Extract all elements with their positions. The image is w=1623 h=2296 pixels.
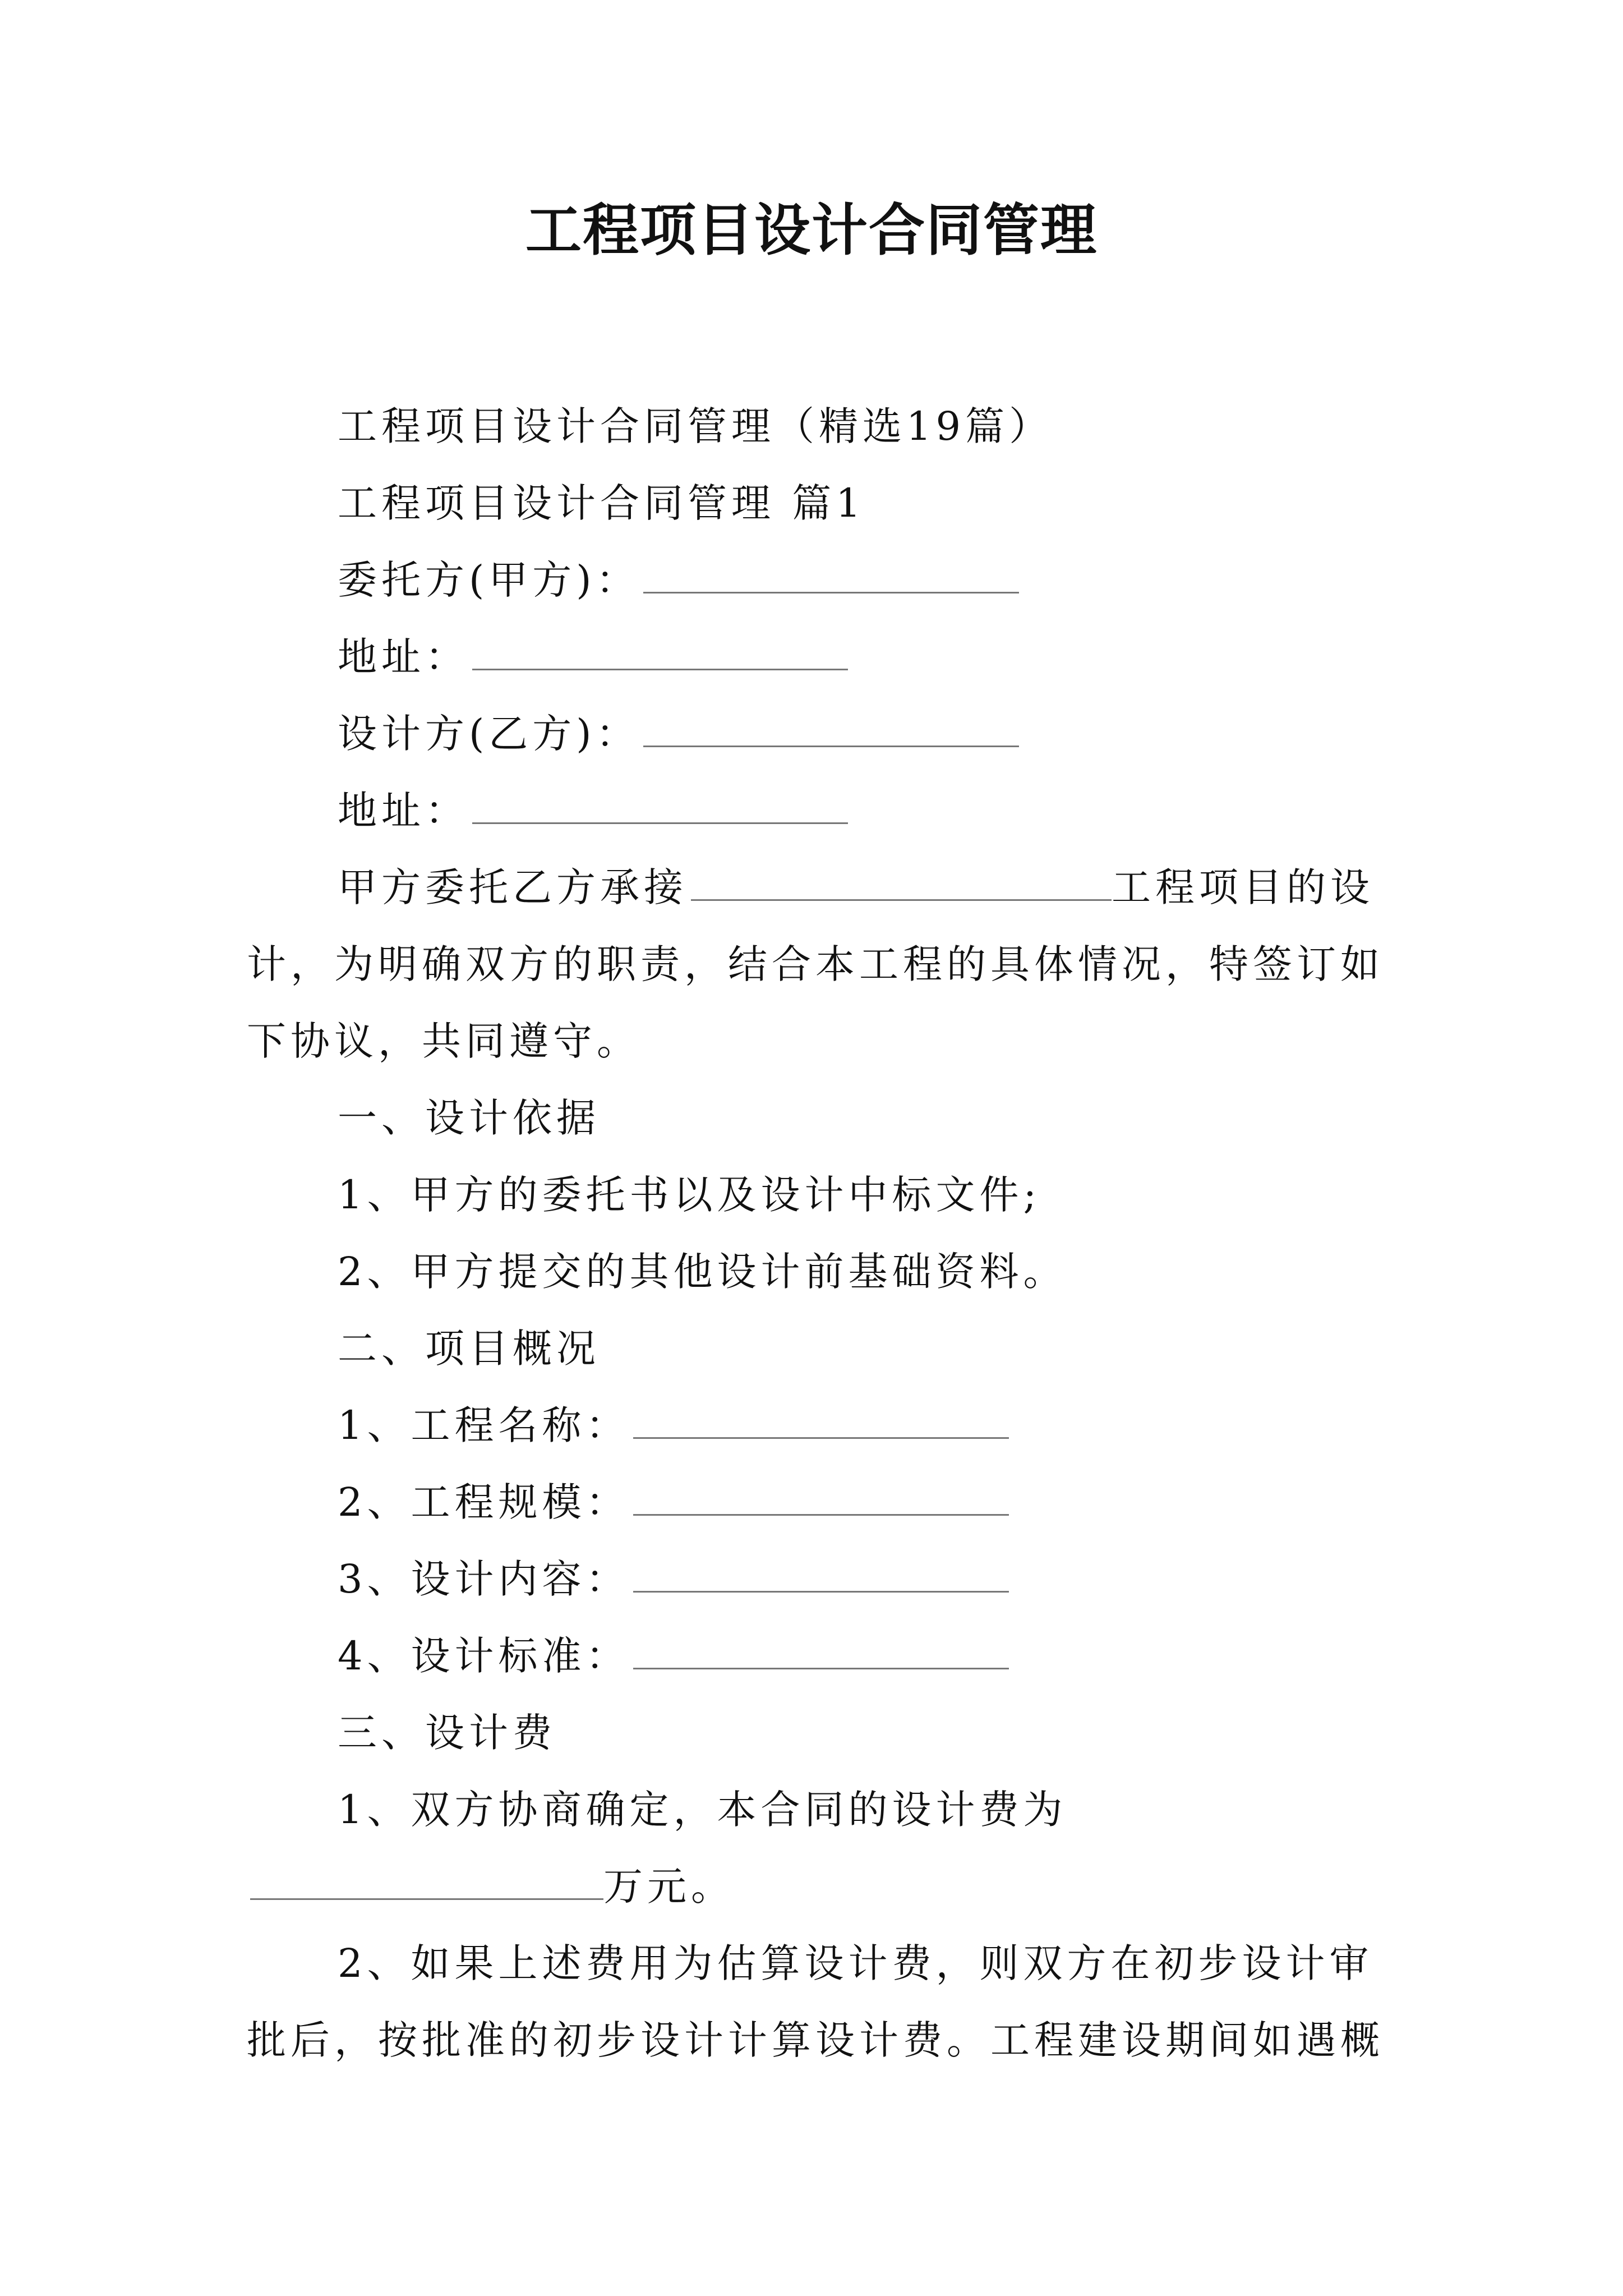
fee-heading: 三、设计费	[338, 1710, 556, 1756]
client-address-line	[247, 619, 1385, 696]
overview-item-2-blank	[633, 1487, 1009, 1516]
client-label: 委托方(甲方)：	[338, 557, 640, 603]
intro-after: 工程项目的设计，为明确双方的职责，结合本工程的具体情况，特签订如下协议，共同遵守。	[247, 864, 1384, 1064]
section-heading: 工程项目设计合同管理 篇1	[338, 480, 865, 526]
fee-amount-blank	[250, 1871, 603, 1900]
project-name-blank	[691, 872, 1112, 901]
fee-item-1-before: 1、双方协商确定，本合同的设计费为	[338, 1787, 1067, 1833]
basis-item-1: 1、甲方的委托书以及设计中标文件;	[338, 1172, 1041, 1218]
overview-item-3	[247, 1541, 1385, 1618]
overview-item-2	[247, 1464, 1385, 1541]
overview-item-1-label: 1、工程名称：	[338, 1402, 630, 1448]
overview-item-4-label: 4、设计标准：	[338, 1633, 630, 1679]
fee-item-1	[247, 1772, 1385, 1925]
client-line	[247, 542, 1385, 619]
fee-item-2: 2、如果上述费用为估算设计费，则双方在初步设计审批后，按批准的初步设计计算设计费。工程建设期间如遇概	[247, 1940, 1384, 2063]
overview-item-3-blank	[633, 1564, 1009, 1593]
designer-line	[247, 696, 1385, 772]
designer-address-line	[247, 772, 1385, 849]
fee-item-1-after: 万元。	[603, 1864, 735, 1910]
overview-item-2-label: 2、工程规模：	[338, 1479, 630, 1525]
overview-item-1	[247, 1387, 1385, 1464]
overview-heading: 二、项目概况	[338, 1326, 600, 1372]
designer-label: 设计方(乙方)：	[338, 711, 640, 757]
client-blank	[643, 565, 1019, 593]
intro-before: 甲方委托乙方承接	[338, 864, 688, 910]
overview-item-1-blank	[633, 1410, 1009, 1439]
basis-item-2: 2、甲方提交的其他设计前基础资料。	[338, 1249, 1067, 1295]
designer-address-label: 地址：	[338, 788, 469, 834]
intro-paragraph	[247, 849, 1385, 1080]
document-title: 工程项目设计合同管理	[525, 197, 1098, 263]
subtitle: 工程项目设计合同管理（精选19篇）	[338, 403, 1053, 449]
overview-item-4-blank	[633, 1641, 1009, 1669]
overview-item-3-label: 3、设计内容：	[338, 1556, 630, 1602]
overview-item-4	[247, 1618, 1385, 1695]
basis-heading: 一、设计依据	[338, 1095, 600, 1141]
designer-blank	[643, 719, 1019, 747]
client-address-label: 地址：	[338, 634, 469, 680]
document-body	[247, 388, 1385, 2079]
client-address-blank	[472, 642, 848, 670]
designer-address-blank	[472, 795, 848, 824]
